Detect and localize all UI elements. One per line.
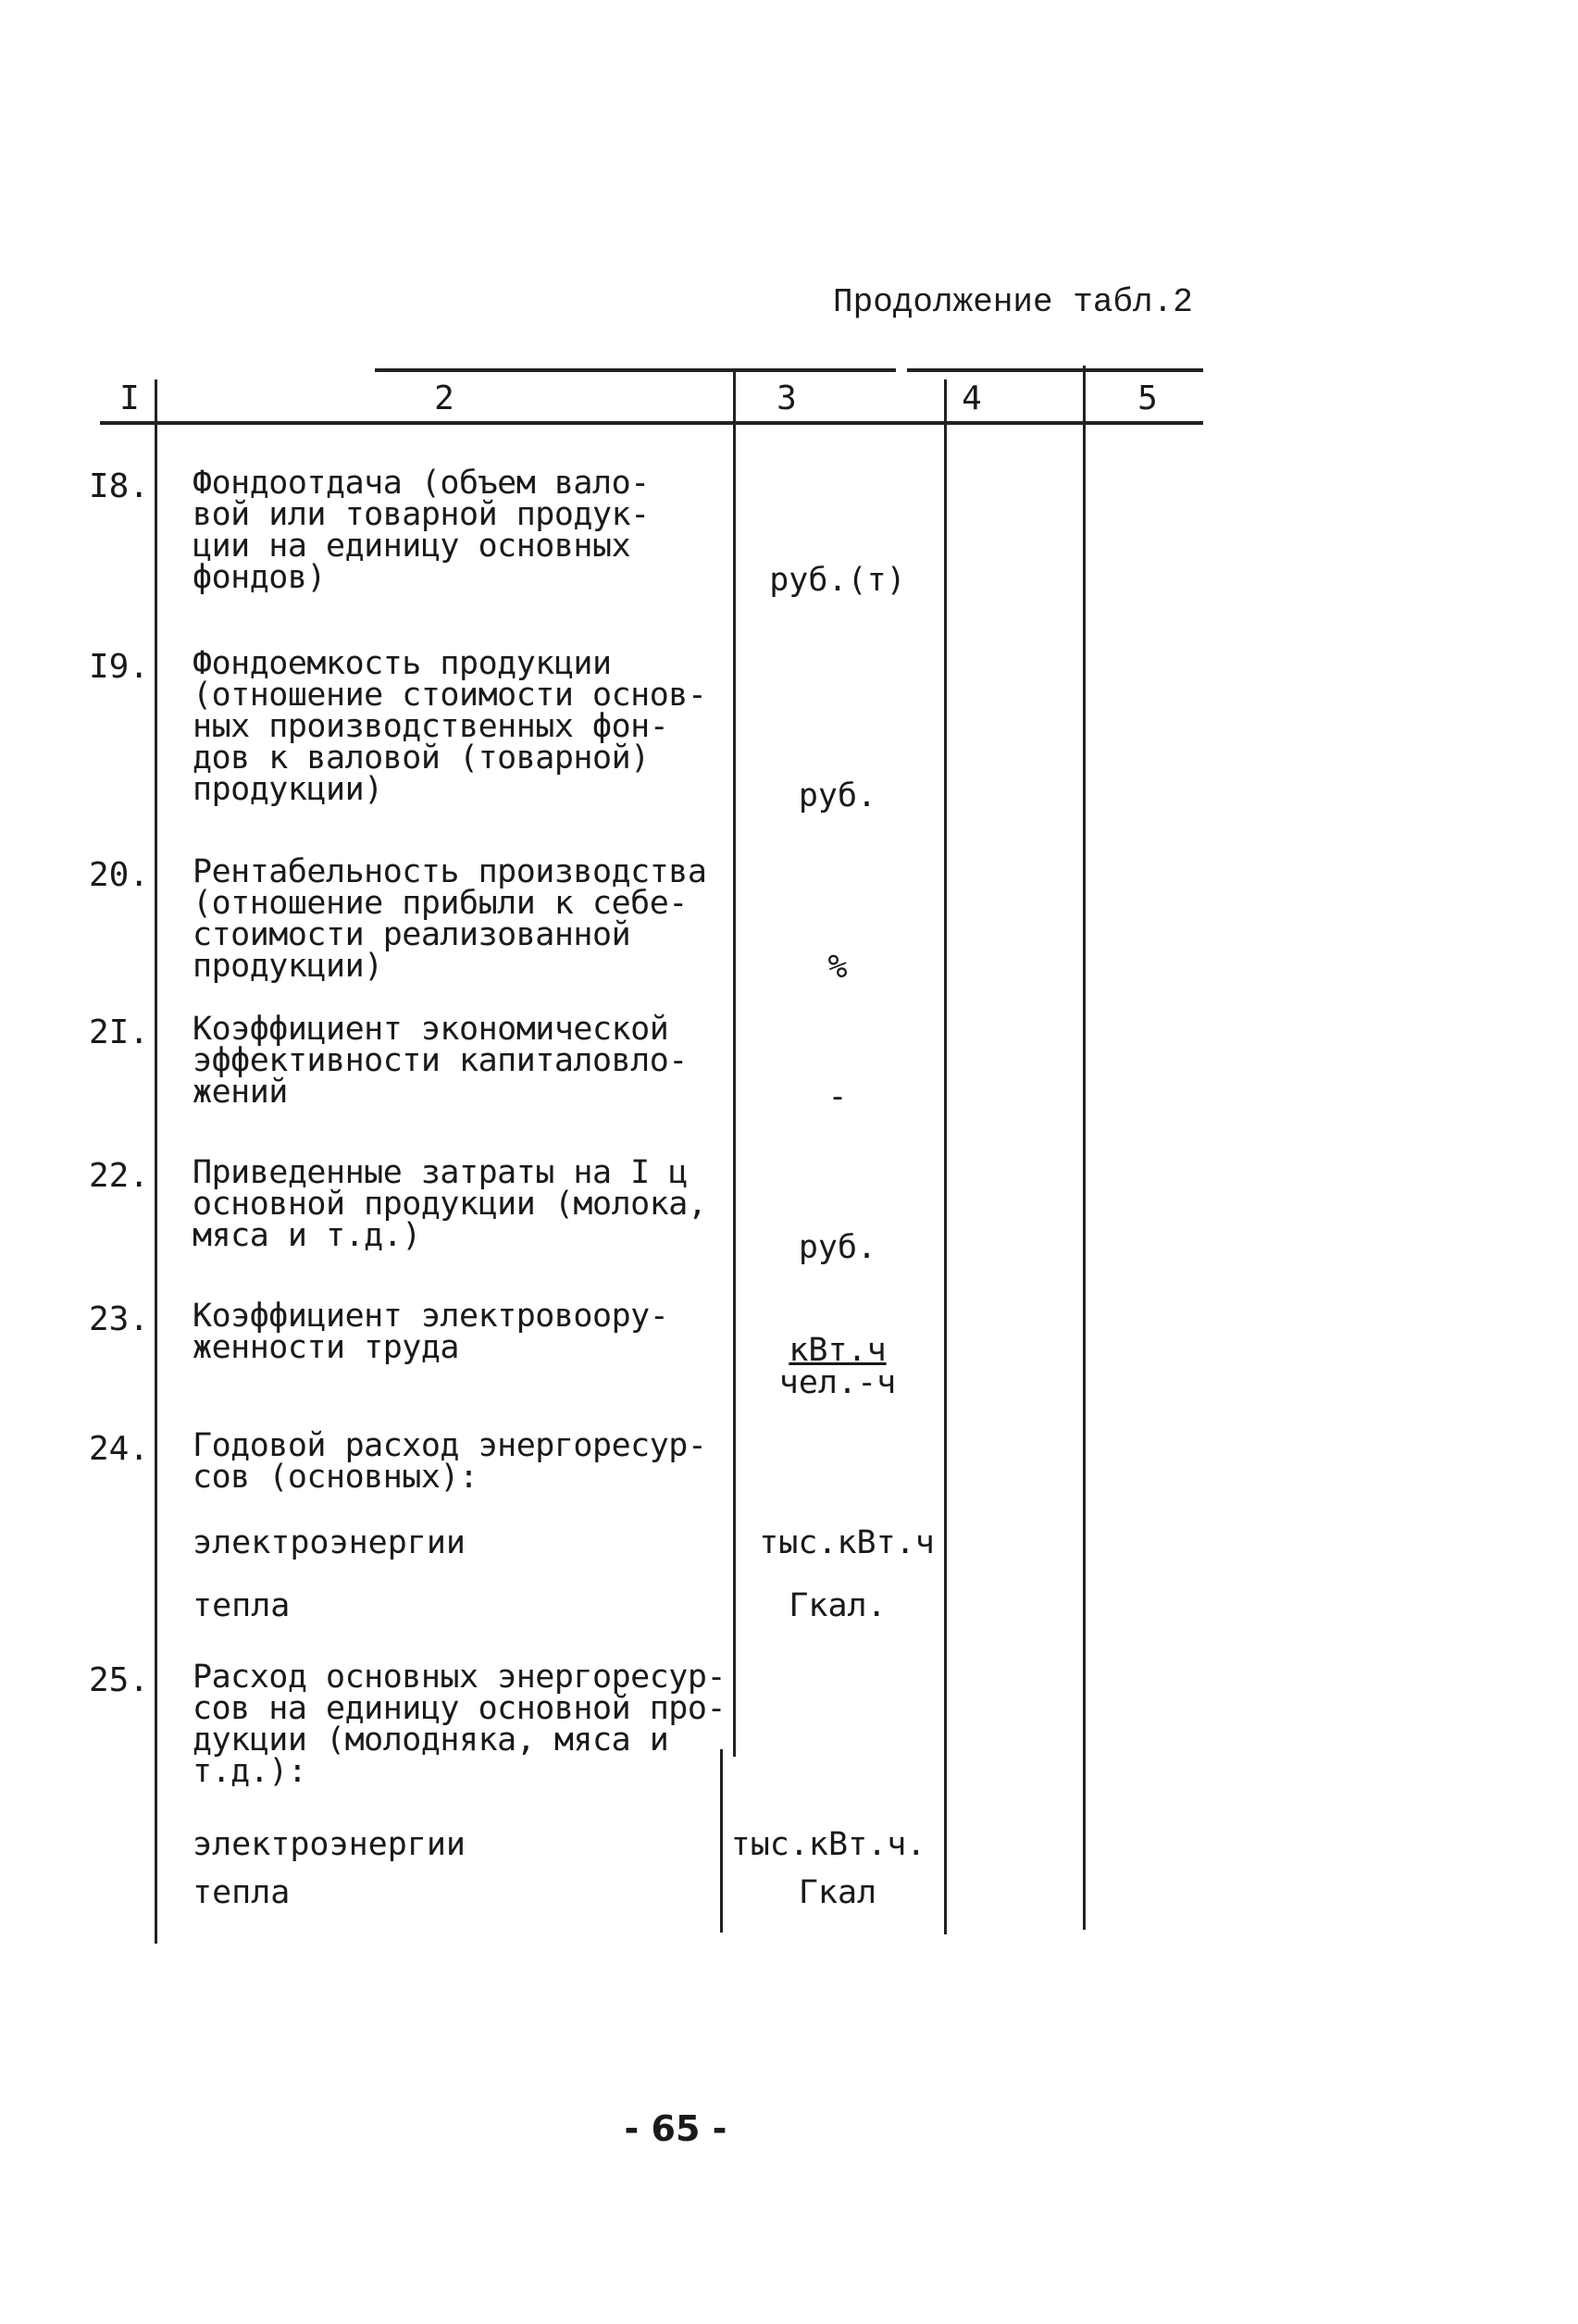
sub-item-unit: Гкал <box>798 1874 877 1911</box>
row-description: Коэффициент электровоору- женности труда <box>193 1298 669 1366</box>
header-top-rule <box>1083 368 1203 372</box>
header-col-5: 5 <box>1137 379 1158 417</box>
header-top-rule <box>375 368 701 372</box>
column-divider <box>1083 366 1086 1930</box>
column-divider <box>155 379 157 1944</box>
unit-numerator: кВт.ч <box>789 1332 887 1369</box>
sub-item-unit: тыс.кВт.ч. <box>730 1826 926 1863</box>
header-col-2: 2 <box>434 379 454 417</box>
sub-item-label: электроэнергии <box>193 1524 466 1561</box>
sub-item-label: тепла <box>193 1587 291 1624</box>
sub-item-label: электроэнергии <box>193 1826 466 1863</box>
row-number: 24. <box>89 1430 150 1468</box>
row-number: 20. <box>89 856 150 894</box>
table-caption: Продолжение табл.2 <box>833 283 1193 321</box>
row-unit: руб. <box>798 1229 877 1266</box>
row-number: I9. <box>89 648 150 686</box>
unit-denominator: чел.-ч <box>778 1364 897 1401</box>
header-bottom-rule <box>100 421 1203 425</box>
row-unit-fraction <box>731 1332 944 1401</box>
page-number: - 65 - <box>624 2108 727 2149</box>
row-description: Коэффициент экономической эффективности капиталовло- жений <box>193 1011 688 1111</box>
header-col-1: I <box>119 379 140 417</box>
row-description: Фондоотдача (объем вало- вой или товарной продук- ции на единицу основных фондов) <box>193 465 650 596</box>
header-col-4: 4 <box>962 379 982 417</box>
row-number: 23. <box>89 1300 150 1338</box>
row-number: 22. <box>89 1157 150 1195</box>
row-unit: - <box>827 1078 848 1115</box>
row-description: Приведенные затраты на I ц основной продукции (молока, мяса и т.д.) <box>193 1154 707 1254</box>
column-divider <box>944 379 947 1934</box>
row-description: Фондоемкость продукции (отношение стоимости основ- ных производственных фон- дов к валовой (товарной) продукции) <box>193 645 707 808</box>
row-number: I8. <box>89 467 150 505</box>
row-unit: % <box>827 949 848 986</box>
row-description: Годовой расход энергоресур- сов (основных): <box>193 1427 707 1496</box>
row-unit: руб.(т) <box>769 562 906 599</box>
header-top-rule <box>685 368 896 372</box>
header-top-rule <box>907 368 1106 372</box>
sub-item-unit: тыс.кВт.ч <box>759 1524 935 1561</box>
row-number: 2I. <box>89 1013 150 1051</box>
row-number: 25. <box>89 1661 150 1699</box>
sub-item-label: тепла <box>193 1874 291 1911</box>
row-unit: руб. <box>798 777 877 814</box>
row-description: Рентабельность производства (отношение прибыли к себе- стоимости реализованной продукции) <box>193 853 707 985</box>
sub-item-unit: Гкал. <box>789 1587 887 1624</box>
row-description: Расход основных энергоресур- сов на единицу основной про- дукции (молодняка, мяса и т.д.): <box>193 1659 727 1790</box>
header-col-3: 3 <box>777 379 797 417</box>
